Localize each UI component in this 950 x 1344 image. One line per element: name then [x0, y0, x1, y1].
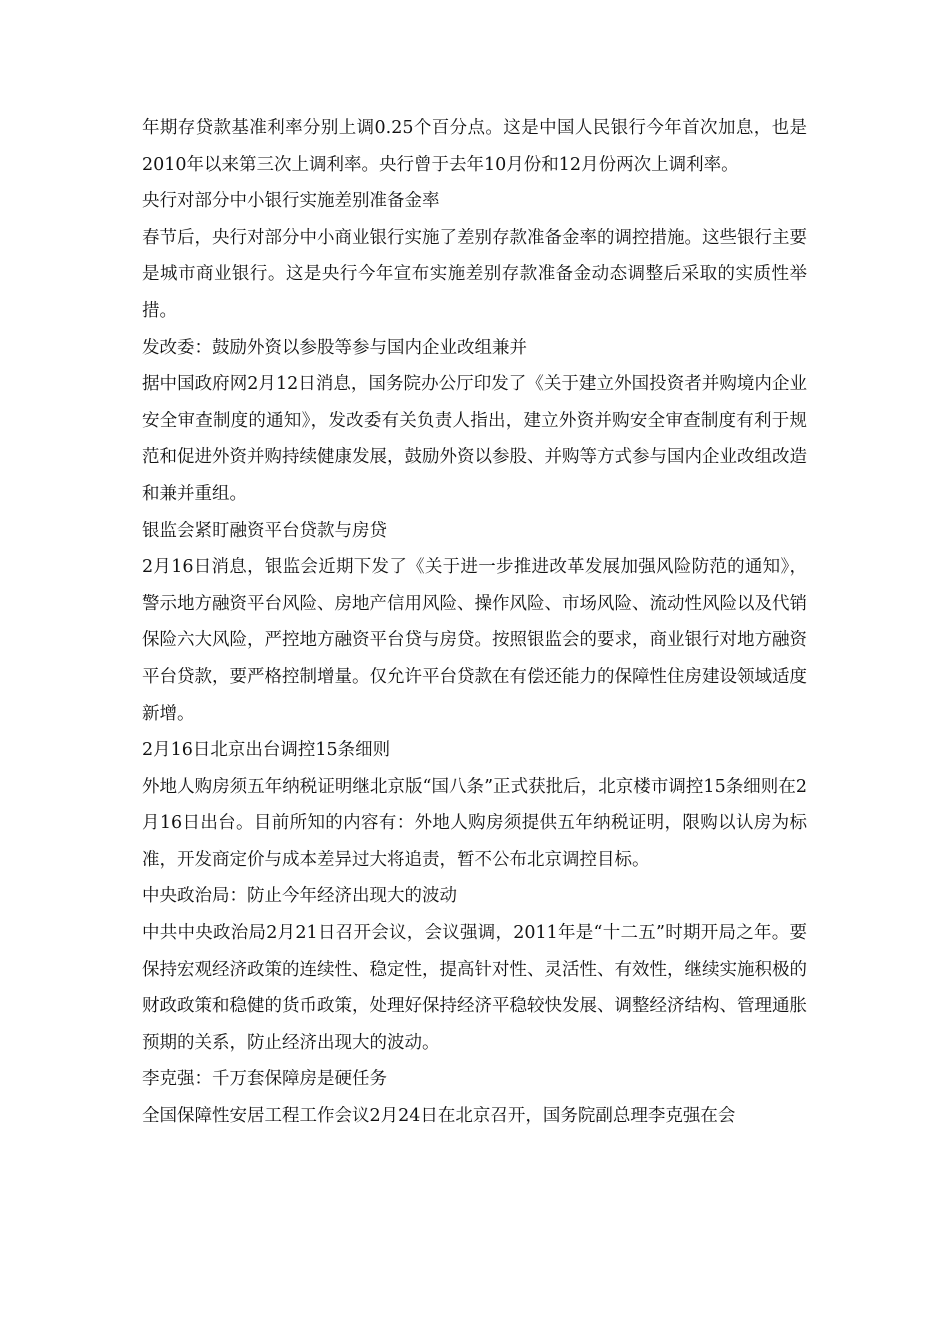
- paragraph-beijing-rules: 外地人购房须五年纳税证明继北京版“国八条”正式获批后，北京楼市调控15条细则在2月16日出台。目前所知的内容有：外地人购房须提供五年纳税证明，限购以认房为标准，开发商定价与成本差异过大将追责，暂不公布北京调控目标。: [142, 776, 807, 870]
- paragraph-differential-reserve: 春节后，央行对部分中小商业银行实施了差别存款准备金率的调控措施。这些银行主要是城市商业银行。这是央行今年宣布实施差别存款准备金动态调整后采取的实质性举措。: [142, 227, 807, 321]
- document-body: [142, 110, 807, 1135]
- heading-cbrc-loans: 银监会紧盯融资平台贷款与房贷: [142, 520, 387, 541]
- paragraph-cbrc-loans: 2月16日消息，银监会近期下发了《关于进一步推进改革发展加强风险防范的通知》，警示地方融资平台风险、房地产信用风险、操作风险、市场风险、流动性风险以及代销保险六大风险，严控地方融资平台贷与房贷。按照银监会的要求，商业银行对地方融资平台贷款，要严格控制增量。仅允许平台贷款在有偿还能力的保障性住房建设领域适度新增。: [142, 557, 807, 724]
- heading-beijing-rules: 2月16日北京出台调控15条细则: [142, 740, 391, 761]
- paragraph-politburo: 中共中央政治局2月21日召开会议，会议强调，2011年是“十二五”时期开局之年。要保持宏观经济政策的连续性、稳定性，提高针对性、灵活性、有效性，继续实施积极的财政政策和稳健的货币政策，处理好保持经济平稳较快发展、调整经济结构、管理通胀预期的关系，防止经济出现大的波动。: [142, 923, 807, 1053]
- paragraph-rate-hike: 年期存贷款基准利率分别上调0.25个百分点。这是中国人民银行今年首次加息，也是2010年以来第三次上调利率。央行曾于去年10月份和12月份两次上调利率。: [142, 118, 807, 175]
- heading-affordable-housing: 李克强：千万套保障房是硬任务: [142, 1069, 387, 1090]
- heading-differential-reserve: 央行对部分中小银行实施差别准备金率: [142, 191, 440, 212]
- heading-politburo: 中央政治局：防止今年经济出现大的波动: [142, 886, 457, 907]
- heading-ndrc-foreign-investment: 发改委：鼓励外资以参股等参与国内企业改组兼并: [142, 337, 527, 358]
- paragraph-affordable-housing: 全国保障性安居工程工作会议2月24日在北京召开，国务院副总理李克强在会: [142, 1106, 736, 1127]
- paragraph-ndrc-foreign-investment: 据中国政府网2月12日消息，国务院办公厅印发了《关于建立外国投资者并购境内企业安全审查制度的通知》，发改委有关负责人指出，建立外资并购安全审查制度有利于规范和促进外资并购持续健康发展，鼓励外资以参股、并购等方式参与国内企业改组改造和兼并重组。: [142, 374, 807, 504]
